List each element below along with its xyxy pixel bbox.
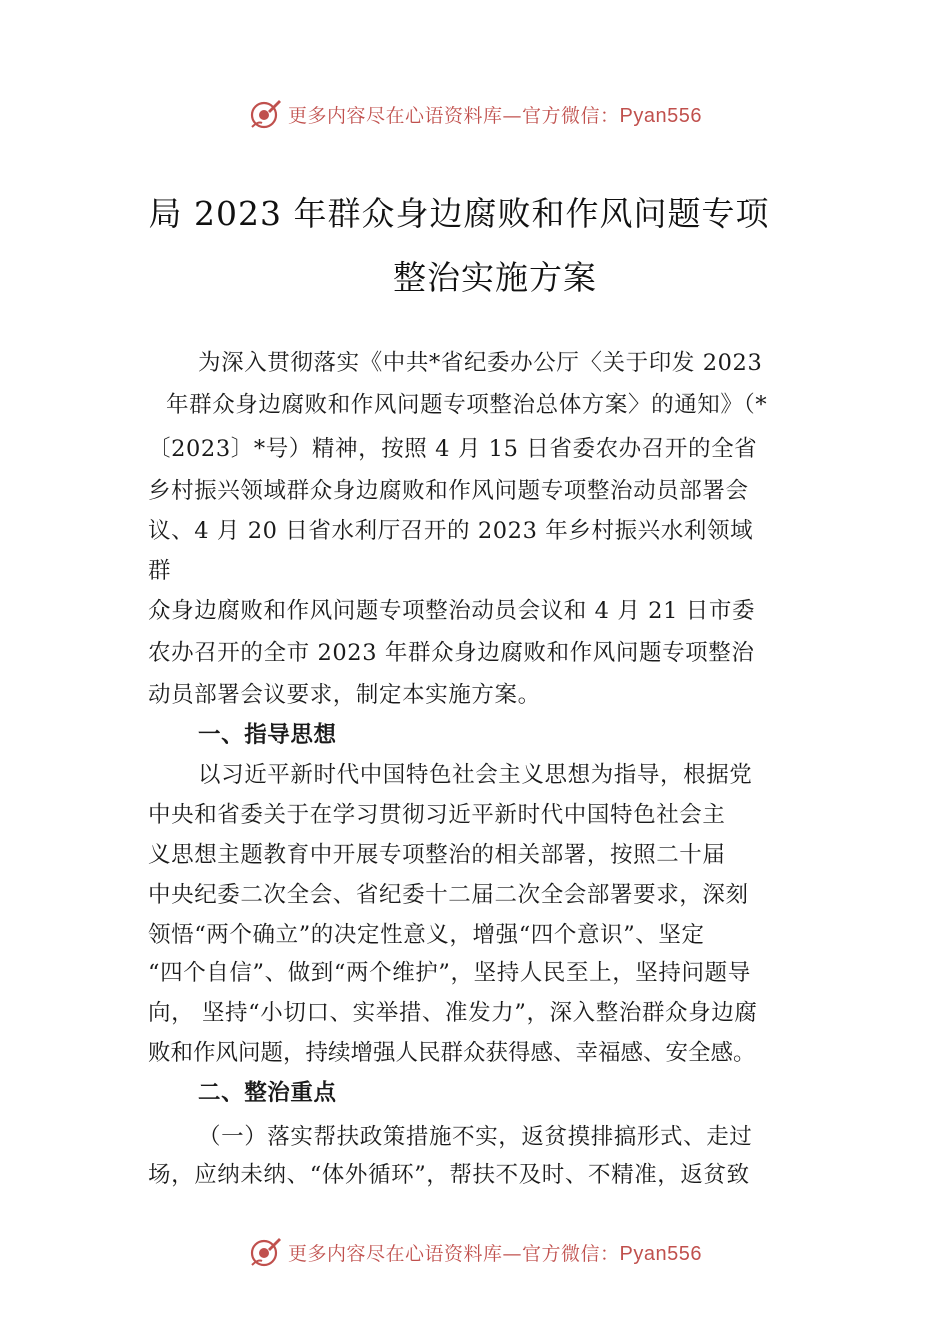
document-title-line-1: 局 2023 年群众身边腐败和作风问题专项 <box>148 194 770 233</box>
paragraph-line: 中央和省委关于在学习贯彻习近平新时代中国特色社会主 <box>148 802 726 828</box>
paragraph-line: 败和作风问题，持续增强人民群众获得感、幸福感、安全感。 <box>148 1040 756 1066</box>
watermark-banner-top <box>0 96 950 132</box>
paragraph-line: 群 <box>148 558 172 584</box>
paragraph-line: 场，应纳未纳、“体外循环”，帮扶不及时、不精准，返贫致 <box>148 1162 750 1188</box>
paragraph-line: 〔2023〕*号）精神，按照 4 月 15 日省委农办召开的全省 <box>148 436 758 462</box>
paragraph-line: 动员部署会议要求，制定本实施方案。 <box>148 682 541 708</box>
watermark-text: 更多内容尽在心语资料库—官方微信：Pyan556 <box>288 104 702 127</box>
paragraph-line: 众身边腐败和作风问题专项整治动员会议和 4 月 21 日市委 <box>148 598 756 624</box>
paragraph-line: 中央纪委二次全会、省纪委十二届二次全会部署要求，深刻 <box>148 882 749 908</box>
pen-seal-logo-icon <box>248 97 282 131</box>
watermark-text: 更多内容尽在心语资料库—官方微信：Pyan556 <box>288 1242 702 1265</box>
paragraph-line: 乡村振兴领域群众身边腐败和作风问题专项整治动员部署会 <box>148 478 749 504</box>
paragraph-line: “四个自信”、做到“两个维护”，坚持人民至上，坚持问题导 <box>148 960 751 986</box>
pen-seal-logo-icon <box>248 1235 282 1269</box>
paragraph-line: 年群众身边腐败和作风问题专项整治总体方案〉的通知》（* <box>166 392 768 418</box>
paragraph-line: 领悟“两个确立”的决定性意义，增强“四个意识”、坚定 <box>148 922 705 948</box>
section-heading-key-focus: 二、整治重点 <box>198 1080 337 1106</box>
paragraph-line: （一）落实帮扶政策措施不实，返贫摸排搞形式、走过 <box>198 1124 753 1150</box>
paragraph-line: 为深入贯彻落实《中共*省纪委办公厅〈关于印发 2023 <box>198 350 763 376</box>
paragraph-line: 议、4 月 20 日省水利厅召开的 2023 年乡村振兴水利领域 <box>148 518 754 544</box>
paragraph-line: 农办召开的全市 2023 年群众身边腐败和作风问题专项整治 <box>148 640 755 666</box>
section-heading-guiding-thought: 一、指导思想 <box>198 722 337 748</box>
paragraph-line: 义思想主题教育中开展专项整治的相关部署，按照二十届 <box>148 842 726 868</box>
paragraph-line: 以习近平新时代中国特色社会主义思想为指导，根据党 <box>198 762 753 788</box>
document-title-line-2: 整治实施方案 <box>393 258 597 297</box>
watermark-banner-bottom <box>0 1234 950 1270</box>
paragraph-line: 向， 坚持“小切口、实举措、准发力”，深入整治群众身边腐 <box>148 1000 758 1026</box>
